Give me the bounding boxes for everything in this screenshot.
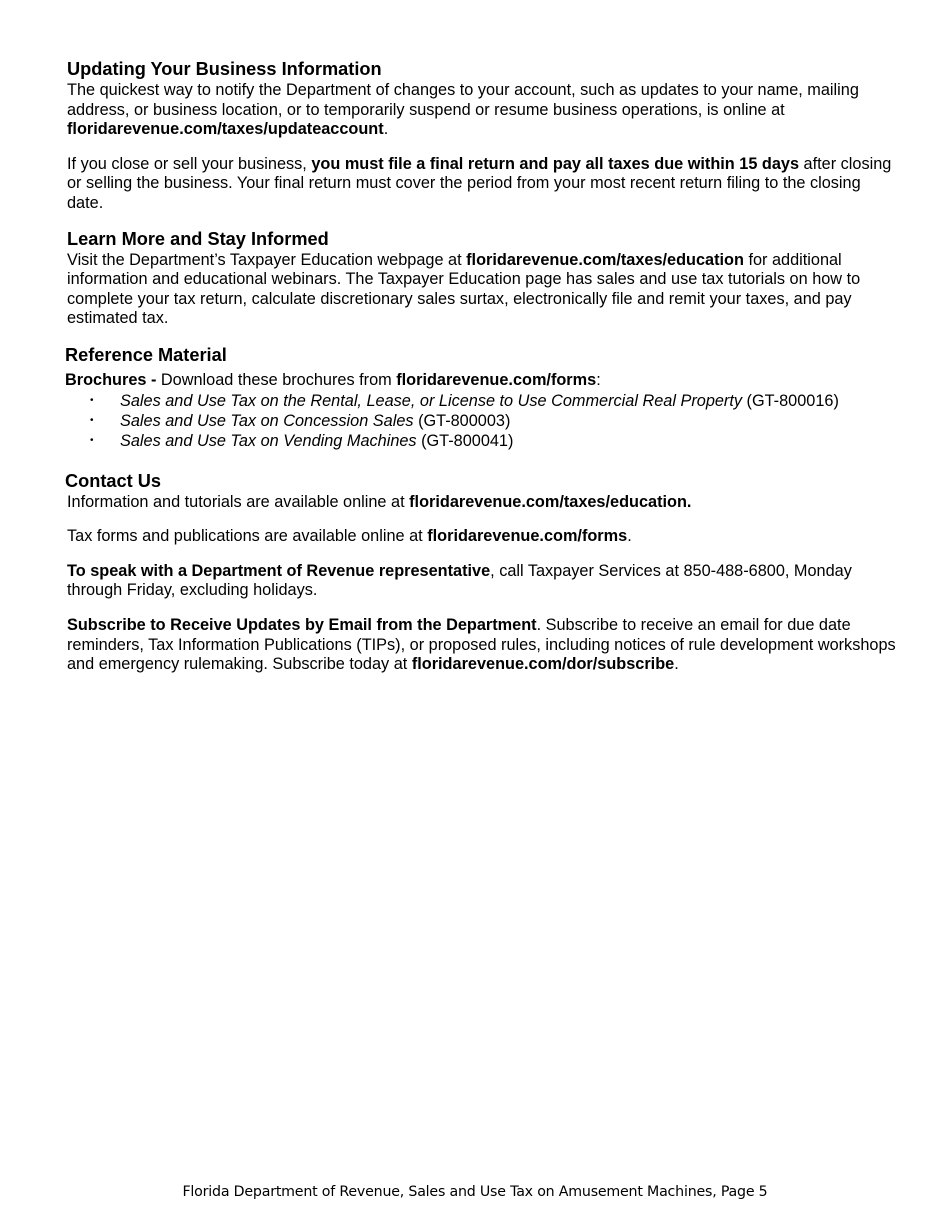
subscribe-text: . Subscribe to receive an email for due date reminders, Tax Information Publications (TIPs), or proposed rules, including notices of rule development workshops and emergency rulemaking. Subscribe today at bbox=[67, 615, 896, 674]
contact-education-text: Information and tutorials are available online at bbox=[67, 492, 410, 511]
close-business-paragraph bbox=[67, 155, 897, 214]
final-return-requirement: you must file a final return and pay all taxes due within 15 days bbox=[311, 154, 800, 173]
brochure-code: (GT-800016) bbox=[742, 391, 839, 410]
contact-phone-paragraph bbox=[67, 562, 897, 601]
update-account-link: floridarevenue.com/taxes/updateaccount bbox=[67, 120, 384, 139]
contact-forms-link: floridarevenue.com/forms bbox=[427, 527, 628, 546]
brochure-code: (GT-800041) bbox=[416, 431, 514, 450]
learn-more-paragraph bbox=[67, 251, 897, 329]
contact-phone-label: To speak with a Department of Revenue representative bbox=[67, 561, 491, 580]
contact-education-paragraph bbox=[67, 493, 897, 513]
close-business-start: If you close or sell your business, bbox=[67, 154, 312, 173]
reference-material-heading: Reference Material bbox=[65, 344, 227, 365]
contact-forms-text: Tax forms and publications are available online at bbox=[67, 527, 428, 546]
contact-forms-paragraph bbox=[67, 527, 897, 547]
subscribe-paragraph bbox=[67, 616, 897, 675]
close-business-end: after closing or selling the business. Your final return must cover the period from your most recent return filing to the closing date. bbox=[67, 154, 892, 212]
reference-material-section bbox=[65, 344, 897, 451]
updating-business-paragraph bbox=[67, 81, 897, 140]
brochure-item bbox=[65, 411, 897, 431]
brochures-label: Brochures - bbox=[65, 370, 157, 389]
updating-text: The quickest way to notify the Department of changes to your account, such as updates to your name, mailing address, or business location, or to temporarily suspend or resume business operations, is online at bbox=[67, 81, 859, 119]
subscribe-period: . bbox=[674, 655, 679, 674]
updating-period: . bbox=[383, 120, 389, 139]
bullet-icon: • bbox=[90, 434, 94, 446]
subscribe-link: floridarevenue.com/dor/subscribe bbox=[411, 655, 675, 674]
brochure-title: Sales and Use Tax on Concession Sales bbox=[120, 411, 414, 430]
bullet-icon: • bbox=[90, 394, 94, 406]
taxpayer-education-link: floridarevenue.com/taxes/education bbox=[466, 250, 744, 269]
subscribe-label: Subscribe to Receive Updates by Email from the Department bbox=[67, 615, 537, 634]
forms-link: floridarevenue.com/forms bbox=[396, 370, 597, 389]
brochures-line bbox=[65, 371, 897, 391]
learn-more-heading: Learn More and Stay Informed bbox=[67, 228, 329, 249]
contact-education-link: floridarevenue.com/taxes/education. bbox=[409, 492, 692, 511]
brochure-list bbox=[65, 391, 897, 451]
bullet-icon: • bbox=[90, 414, 94, 426]
brochure-title: Sales and Use Tax on the Rental, Lease, or License to Use Commercial Real Property bbox=[120, 391, 743, 410]
learn-more-section bbox=[67, 228, 897, 329]
brochure-item bbox=[65, 391, 897, 411]
brochures-text: Download these brochures from bbox=[156, 370, 397, 389]
learn-more-start: Visit the Department’s Taxpayer Education webpage at bbox=[67, 250, 467, 269]
contact-forms-period: . bbox=[627, 527, 632, 546]
contact-phone-text: , call Taxpayer Services at 850-488-6800, Monday through Friday, excluding holidays. bbox=[67, 561, 852, 600]
contact-us-section bbox=[67, 470, 897, 675]
brochure-item bbox=[65, 431, 897, 451]
brochure-title: Sales and Use Tax on Vending Machines bbox=[120, 431, 417, 450]
document-page bbox=[67, 58, 897, 675]
brochures-colon: : bbox=[596, 370, 601, 389]
updating-business-heading: Updating Your Business Information bbox=[67, 59, 382, 79]
learn-more-end: for additional information and educational webinars. The Taxpayer Education page has sales and use tax tutorials on how to complete your tax return, calculate discretionary sales surtax, electronically file and remit your taxes, and pay estimated tax. bbox=[67, 250, 861, 328]
updating-business-section bbox=[67, 58, 897, 214]
contact-us-heading: Contact Us bbox=[65, 470, 161, 491]
brochure-code: (GT-800003) bbox=[413, 411, 511, 430]
page-footer: Florida Department of Revenue, Sales and Use Tax on Amusement Machines, Page 5 bbox=[182, 1184, 768, 1200]
